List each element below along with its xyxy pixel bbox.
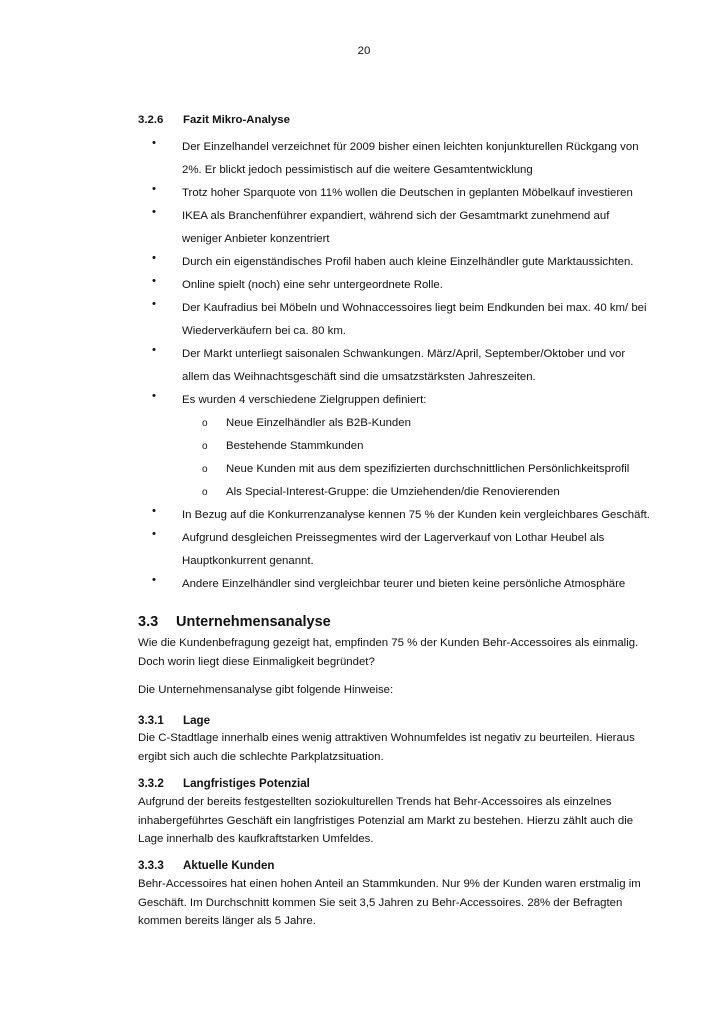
bullet-item: [138, 573, 698, 596]
heading-number: 3.3: [138, 614, 159, 630]
bullet-item: [138, 274, 698, 297]
bullet-text: weniger Anbieter konzentriert: [182, 233, 330, 245]
heading-number: 3.3.1: [138, 714, 164, 727]
bullet-marker: •: [152, 275, 156, 287]
bullet-text: In Bezug auf die Konkurrenzanalyse kennen 75 % der Kunden kein vergleichbares Geschäft.: [182, 509, 650, 521]
paragraph-line: Lage innerhalb des kaufkraftstarken Umfeldes.: [138, 833, 374, 845]
bullet-text: Andere Einzelhändler sind vergleichbar teurer und bieten keine persönliche Atmosphäre: [182, 578, 626, 590]
section-fazit: [138, 113, 698, 596]
bullet-marker: •: [152, 183, 156, 195]
sub-bullet-text: Neue Einzelhändler als B2B-Kunden: [226, 417, 411, 430]
bullet-text: Der Kaufradius bei Möbeln und Wohnaccessoires liegt beim Endkunden bei max. 40 km/ bei: [182, 302, 647, 314]
potenzial-paragraph: [138, 793, 638, 849]
kunden-paragraph: [138, 875, 641, 931]
paragraph-line: kommen bereits länger als 5 Jahre.: [138, 915, 316, 927]
heading-title: Langfristiges Potenzial: [183, 777, 310, 790]
heading-title: Aktuelle Kunden: [183, 859, 275, 872]
paragraph-line: Geschäft. Im Durchschnitt kommen Sie seit 3,5 Jahren zu Behr-Accessoires. 28% der Befragten: [138, 896, 623, 909]
bullet-text: IKEA als Branchenführer expandiert, während sich der Gesamtmarkt zunehmend auf: [182, 210, 610, 222]
bullet-item: [138, 297, 698, 343]
bullet-text: Durch ein eigenständisches Profil haben auch kleine Einzelhändler gute Marktaussichten.: [182, 256, 634, 268]
section-heading-kunden: [138, 858, 274, 873]
sub-bullet-marker: o: [202, 441, 208, 452]
heading-title: Unternehmensanalyse: [176, 614, 331, 630]
bullet-text: Es wurden 4 verschiedene Zielgruppen definiert:: [182, 394, 427, 406]
bullet-text: Trotz hoher Sparquote von 11% wollen die Deutschen in geplanten Möbelkauf investieren: [182, 187, 633, 199]
paragraph-line: ergibt sich auch die schlechte Parkplatzsituation.: [138, 750, 384, 763]
bullet-item: [138, 389, 698, 412]
bullet-text: 2%. Er blickt jedoch pessimistisch auf die weitere Gesamtentwicklung: [182, 164, 533, 176]
paragraph-line: Die C-Stadtlage innerhalb eines wenig attraktiven Wohnumfeldes ist negativ zu beurteilen. Hieraus: [138, 732, 635, 744]
section-heading-unternehmensanalyse: [138, 613, 331, 632]
bullet-marker: •: [152, 137, 156, 149]
lage-paragraph: [138, 729, 638, 766]
heading-number: 3.3.3: [138, 859, 164, 872]
bullet-item: [138, 504, 698, 527]
bullet-item: [138, 182, 698, 205]
paragraph-line: Wie die Kundenbefragung gezeigt hat, empfinden 75 % der Kunden Behr-Accessoires als einmalig.: [138, 637, 639, 649]
hinweise-paragraph: [138, 681, 638, 700]
sub-bullet-text: Als Special-Interest-Gruppe: die Umziehenden/die Renovierenden: [226, 486, 560, 499]
bullet-text: Hauptkonkurrent genannt.: [182, 555, 314, 567]
heading-number: 3.3.2: [138, 777, 164, 790]
sub-bullet-text: Bestehende Stammkunden: [226, 440, 364, 453]
bullet-marker: •: [152, 252, 156, 264]
bullet-text: Der Einzelhandel verzeichnet für 2009 bisher einen leichten konjunkturellen Rückgang von: [182, 141, 639, 153]
heading-number: 3.2.6: [138, 114, 164, 126]
bullet-item: [138, 251, 698, 274]
bullet-item: [138, 527, 698, 573]
bullet-marker: •: [152, 390, 156, 402]
bullet-marker: •: [152, 505, 156, 517]
bullet-marker: •: [152, 344, 156, 356]
sub-bullet-item: [138, 435, 698, 458]
section-heading: [138, 113, 698, 136]
sub-bullet-item: [138, 412, 698, 435]
paragraph-line: inhabergeführtes Geschäft ein langfristiges Potenzial am Markt zu bestehen. Hierzu zählt auch die: [138, 814, 634, 827]
sub-bullet-marker: o: [202, 418, 208, 429]
paragraph-line: Doch worin liegt diese Einmaligkeit begründet?: [138, 655, 375, 668]
sub-bullet-marker: o: [202, 464, 208, 475]
bullet-marker: •: [152, 298, 156, 310]
bullet-text: Aufgrund desgleichen Preissegmentes wird der Lagerverkauf von Lothar Heubel als: [182, 532, 605, 544]
bullet-item: [138, 136, 698, 182]
heading-title: Fazit Mikro-Analyse: [183, 114, 290, 126]
paragraph-line: Die Unternehmensanalyse gibt folgende Hinweise:: [138, 684, 394, 696]
paragraph-line: Aufgrund der bereits festgestellten soziokulturellen Trends hat Behr-Accessoires als einzelnes: [138, 796, 612, 808]
bullet-text: allem das Weihnachtsgeschäft sind die umsatzstärksten Jahreszeiten.: [182, 371, 536, 383]
sub-bullet-item: [138, 458, 698, 481]
bullet-text: Der Markt unterliegt saisonalen Schwankungen. März/April, September/Oktober und vor: [182, 348, 626, 360]
bullet-item: [138, 205, 698, 251]
bullet-marker: •: [152, 528, 156, 540]
bullet-text: Wiederverkäufern bei ca. 80 km.: [182, 325, 346, 337]
sub-bullet-text: Neue Kunden mit aus dem spezifizierten durchschnittlichen Persönlichkeitsprofil: [226, 463, 630, 476]
section-heading-lage: [138, 713, 210, 728]
section-heading-potenzial: [138, 776, 310, 791]
page-number: 20: [357, 45, 371, 57]
bullet-marker: •: [152, 574, 156, 586]
sub-bullet-marker: o: [202, 487, 208, 498]
bullet-item: [138, 343, 698, 389]
bullet-marker: •: [152, 206, 156, 218]
intro-paragraph: [138, 634, 638, 671]
sub-bullet-item: [138, 481, 698, 504]
paragraph-line: Behr-Accessoires hat einen hohen Anteil an Stammkunden. Nur 9% der Kunden waren erstmalig im: [138, 878, 641, 890]
heading-title: Lage: [183, 714, 211, 727]
bullet-text: Online spielt (noch) eine sehr untergeordnete Rolle.: [182, 279, 443, 291]
